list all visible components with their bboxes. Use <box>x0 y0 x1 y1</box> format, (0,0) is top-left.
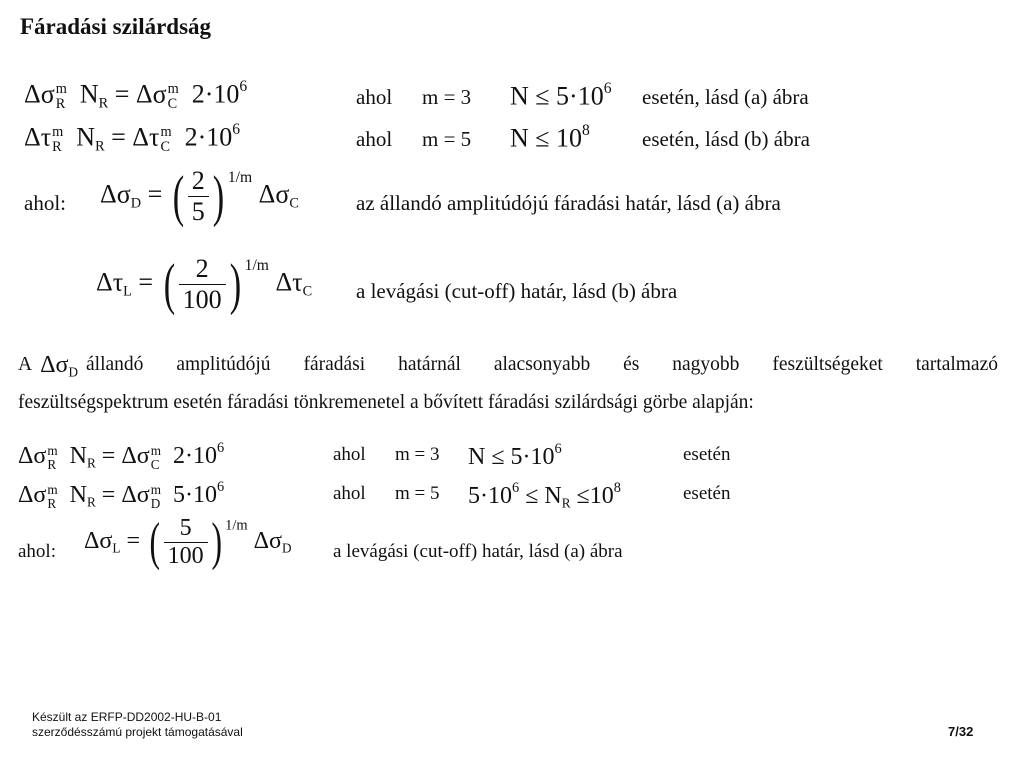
block2-row1-ref: esetén <box>683 444 731 465</box>
explanation-paragraph <box>18 350 998 418</box>
footer-line1: Készült az ERFP-DD2002-HU-B-01 <box>32 710 222 724</box>
page-number: 7/32 <box>948 724 974 739</box>
formula2-sigma-r-c: Δσ m R $N_R = \Delta\sigma$ m C $2\cdot 10^6$ <box>18 440 225 472</box>
formula-sigma-r: Δσ m R $N_R = \Delta\sigma$ m C $2\cdot 10^6$ <box>24 78 248 113</box>
paragraph-line2: feszültségspektrum esetén fáradási tönkremenetel a bővített fáradási szilárdsági görbe alapján: <box>18 391 754 413</box>
block2-ahol-label: ahol: <box>18 541 56 562</box>
block2-row2-ahol: ahol <box>333 483 366 504</box>
paragraph-line1: állandó amplitúdójú fáradási határnál alacsonyabb és nagyobb feszültségeket tartalmazó <box>86 354 998 375</box>
block2-row1-m: m = 3 <box>395 444 440 465</box>
formula-tau-r: Δτ m R $N_R = \Delta\tau$ m C $2\cdot 10^6$ <box>24 121 241 156</box>
footer-line2: szerződésszámú projekt támogatásával <box>32 725 243 739</box>
formula-sigma-d: $\Delta\sigma_D$ = ( $\frac{2}{5}$ ) $^{1/m}$ $\Delta\sigma_C$ <box>100 164 299 228</box>
block2-row1-n-condition: $N \le 5\cdot 10^6$ <box>468 441 562 470</box>
slide-title: Fáradási szilárdság <box>20 14 212 39</box>
block1-row1-n-condition: $N \le 5\cdot 10^6$ <box>510 80 612 111</box>
block2-row2-m: m = 5 <box>395 483 440 504</box>
block1-row2-ahol: ahol <box>356 127 393 151</box>
formula-tau-l: $\Delta\tau_L$ = ( $\frac{2}{100}$ ) $^{1/m}$ $\Delta\tau_C$ <box>96 252 313 316</box>
block1-row2-m: m = 5 <box>422 127 472 151</box>
block2-row2-ref: esetén <box>683 483 731 504</box>
formula2-sigma-r-d: Δσ m R $N_R = \Delta\sigma$ m D $5\cdot 10^6$ <box>18 479 225 511</box>
para-word-a: A <box>18 354 33 375</box>
block1-row2-n-condition: $N \le 10^8$ <box>510 122 590 153</box>
block1-row2-ref: esetén, lásd (b) ábra <box>642 127 810 151</box>
block2-row2-n-condition: $5\cdot 10^6 \le N_R \le 10^8$ <box>468 480 621 511</box>
formula-sigma-l: $\Delta\sigma_L$ = ( $\frac{5}{100}$ ) $^{1/m}$ $\Delta\sigma_D$ <box>84 513 292 572</box>
block1-row1-ref: esetén, lásd (a) ábra <box>642 85 809 109</box>
block2-row1-ahol: ahol <box>333 444 366 465</box>
block1-ahol-label: ahol: <box>24 191 66 215</box>
delta-sigma-d-symbol: $\Delta\sigma_D$ <box>40 352 78 380</box>
block1-row1-ahol: ahol <box>356 85 393 109</box>
footer-credit <box>32 710 332 740</box>
block1-row1-m: m = 3 <box>422 85 472 109</box>
tau-l-description: a levágási (cut-off) határ, lásd (b) ábra <box>356 279 678 303</box>
sigma-l-description: a levágási (cut-off) határ, lásd (a) ábra <box>333 541 623 562</box>
sigma-d-description: az állandó amplitúdójú fáradási határ, lásd (a) ábra <box>356 191 781 215</box>
